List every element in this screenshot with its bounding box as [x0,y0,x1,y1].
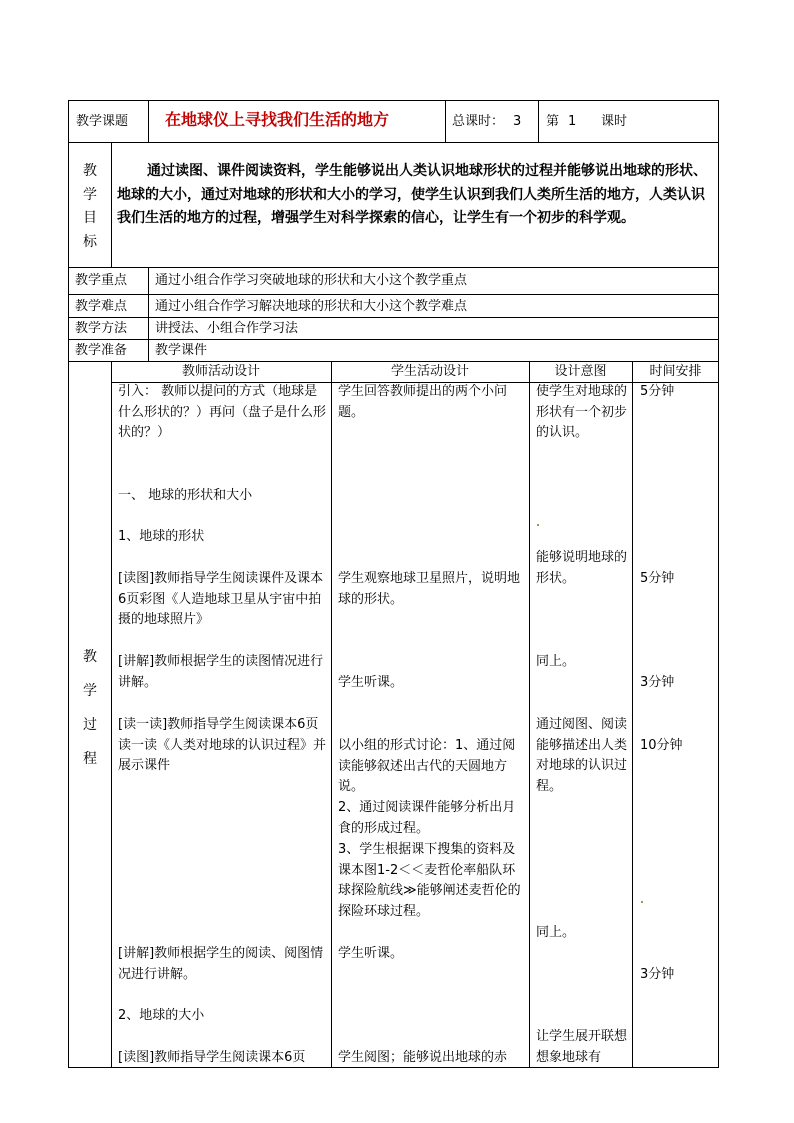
col-divider [538,100,539,142]
student-answer: 学生回答教师提出的两个小问题。 [338,384,508,420]
col-divider [111,142,112,267]
goal-label: 教学目标 [83,163,97,250]
stray-mark [641,901,643,903]
student-listen-1: 学生听课。 [338,675,404,690]
method-label: 教学方法 [75,321,128,336]
total-hours-value: 3 [513,114,522,129]
teacher-explain-1: [讲解]教师根据学生的读图情况进行讲解。 [118,654,324,690]
intent-5: 同上。 [536,925,576,940]
teacher-read-figure: [读图]教师指导学生阅读课件及课本6页彩图《人造地球卫星从宇宙中拍摄的地球照片》 [118,571,324,628]
difficulty-value: 通过小组合作学习解决地球的形状和大小这个教学难点 [155,299,468,314]
teacher-read-figure-2: [读图]教师指导学生阅读课本6页 [118,1050,306,1065]
page-title: 在地球仪上寻找我们生活的地方 [165,110,390,129]
course-label: 教学课题 [76,114,129,129]
header-time: 时间安排 [649,364,702,379]
col-divider [148,100,149,142]
student-observe: 学生观察地球卫星照片，说明地球的形状。 [338,571,521,607]
prep-value: 教学课件 [155,343,208,358]
process-label: 教学过程 [83,649,97,767]
header-student: 学生活动设计 [390,364,469,379]
teacher-section-heading: 一、 地球的形状和大小 [118,488,253,503]
time-4: 10分钟 [640,738,683,753]
teacher-read-along: [读一读]教师指导学生阅读课本6页读一读《人类对地球的认识过程》并展示课件 [118,717,327,774]
row-divider [68,267,719,268]
teacher-explain-2: [讲解]教师根据学生的阅读、阅图情况进行讲解。 [118,946,324,982]
intent-4: 通过阅图、阅读能够描述出人类对地球的认识过程。 [536,717,628,795]
time-3: 3分钟 [640,675,675,690]
goal-text: 通过读图、课件阅读资料，学生能够说出人类认识地球形状的过程并能够说出地球的形状、地球的大小，通过对地球的形状和大小的学习，使学生认识到我们人类所生活的地方，人类认识我们生活的地方的过程，增强学生对科学探索的信心，让学生有一个初步的科学观。 [117,163,707,226]
row-divider [68,294,719,295]
col-divider [529,361,530,1068]
difficulty-label: 教学难点 [75,299,128,314]
teacher-intro: 引入： 教师以提问的方式（地球是什么形状的？）再问（盘子是什么形状的？） [118,384,327,441]
key-point-value: 通过小组合作学习突破地球的形状和大小这个教学重点 [155,273,468,288]
header-teacher: 教师活动设计 [181,364,260,379]
time-5: 3分钟 [640,967,675,982]
method-value: 讲授法、小组合作学习法 [155,321,299,336]
key-point-label: 教学重点 [75,273,128,288]
period-suffix: 课时 [601,114,628,129]
prep-label: 教学准备 [75,343,128,358]
intent-2: 能够说明地球的形状。 [536,550,628,586]
teacher-subheading-size: 2、地球的大小 [118,1008,205,1023]
header-intent: 设计意图 [554,364,607,379]
col-divider [331,361,332,1068]
period-value: 1 [568,114,577,129]
col-divider [445,100,446,142]
stray-mark [537,524,539,526]
student-read-map: 学生阅图；能够说出地球的赤 [338,1050,508,1065]
student-discuss-1: 以小组的形式讨论：1、通过阅读能够叙述出古代的天圆地方说。 [338,738,516,795]
intent-6: 让学生展开联想想象地球有 [536,1029,628,1065]
student-listen-2: 学生听课。 [338,946,404,961]
total-hours-label: 总课时： [452,114,505,129]
row-divider [68,142,719,143]
intent-3: 同上。 [536,654,576,669]
student-discuss-3: 3、学生根据课下搜集的资料及课本图1-2＜＜麦哲伦率船队环球探险航线≫能够阐述麦哲伦的探险环球过程。 [338,842,521,920]
col-divider [632,361,633,1068]
intent-1: 使学生对地球的形状有一个初步的认识。 [536,384,628,441]
col-divider [111,361,112,1068]
period-prefix: 第 [546,114,560,129]
time-2: 5分钟 [640,571,675,586]
student-discuss-2: 2、通过阅读课件能够分析出月食的形成过程。 [338,800,516,836]
teacher-subheading-shape: 1、地球的形状 [118,529,205,544]
col-divider [148,267,149,361]
time-1: 5分钟 [640,384,675,399]
